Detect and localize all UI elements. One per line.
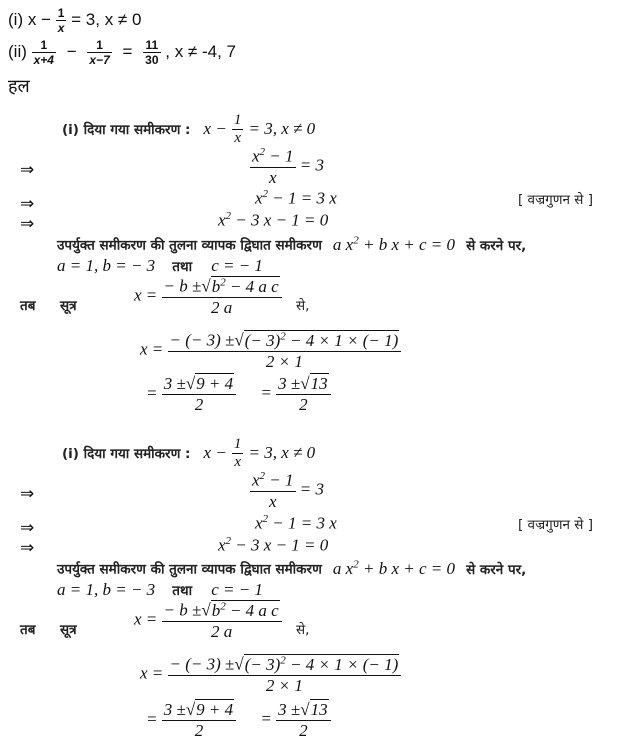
fraction-numerator: 1 <box>96 38 103 52</box>
fraction-denominator: 2 × 1 <box>265 675 303 695</box>
formula-fraction: $\frac{- b \pm√b^2 - 4 a c}{2 a}$ <box>162 600 282 642</box>
fraction-denominator: 2 <box>299 721 308 740</box>
solution-heading: हल <box>8 76 30 97</box>
sutra-word: सूत्र <box>60 298 77 314</box>
given-rhs: = 3, x ≠ 0 <box>248 443 316 462</box>
implies-arrow: ⇒ <box>20 194 35 214</box>
fraction-denominator: 2 <box>194 395 204 414</box>
quadratic-formula <box>134 600 282 642</box>
root-a: b <box>211 276 221 296</box>
given-lhs: x − <box>203 443 227 462</box>
formula-lhs: x = <box>134 285 158 305</box>
se-word: से, <box>296 622 310 638</box>
coef-c: c = − 1 <box>211 256 263 275</box>
coef-a-b: a = 1, b = − 3 <box>57 256 156 275</box>
substitution <box>140 654 401 696</box>
fraction-denominator: x <box>234 130 241 146</box>
given-label: (i) दिया गया समीकरण : <box>62 122 191 138</box>
step-2-rest: − 1 = 3 x <box>268 188 337 208</box>
fraction-numerator: 1 <box>233 112 242 128</box>
step-1-rhs: = 3 <box>299 479 325 499</box>
x-var: x <box>255 513 263 533</box>
root-a: (− 3) <box>244 330 281 350</box>
fraction-denominator: 2 a <box>211 297 233 317</box>
quadratic-formula <box>134 276 282 318</box>
result-fraction-2: $\frac{3 \pm√13}{2}$ <box>276 374 330 415</box>
coef-c: c = − 1 <box>211 580 263 599</box>
exponent: 2 <box>259 146 266 158</box>
fraction-numerator: 1 <box>233 436 242 452</box>
exponent: 2 <box>280 330 286 342</box>
root: 9 + 4 <box>196 374 234 393</box>
result-num-a: 3 ± <box>163 700 186 719</box>
implies-arrow: ⇒ <box>20 160 35 180</box>
problem-i-label: (i) x − <box>8 9 51 29</box>
fraction-numerator: 1 <box>57 6 65 20</box>
implies-arrow: ⇒ <box>20 484 35 504</box>
step-1 <box>250 470 324 512</box>
coefficients-line <box>57 256 263 276</box>
se-word: से, <box>296 298 310 314</box>
fraction-denominator: x+4 <box>33 53 54 67</box>
fraction-denominator: x <box>57 21 65 35</box>
sutra-word: सूत्र <box>60 622 77 638</box>
step-3-rest: − 3 x − 1 = 0 <box>231 535 329 555</box>
x-var: x <box>218 210 226 230</box>
problem-ii-fraction-1 <box>32 38 56 67</box>
sub-fraction: $\frac{- (- 3) \pm√(- 3)^2 - 4 \times 1 \times (- 1)}{2 \times 1}$ <box>168 654 402 696</box>
compare-text: उपर्युक्त समीकरण की तुलना व्यापक द्विघात समीकरण <box>57 561 322 578</box>
given-label: (i) दिया गया समीकरण : <box>62 446 191 462</box>
equals-sign: = <box>260 709 272 729</box>
result-num-a: 3 ± <box>278 700 301 719</box>
problem-ii-rest: , x ≠ -4, 7 <box>165 41 236 61</box>
exponent: 2 <box>353 234 359 246</box>
given-rhs: = 3, x ≠ 0 <box>248 119 316 138</box>
given-fraction <box>232 112 244 147</box>
x-var: x <box>252 470 260 490</box>
substitution <box>140 330 401 372</box>
tab-word: तब <box>20 622 36 638</box>
equals-sign: = <box>260 383 272 403</box>
sub-lhs: x = <box>140 663 164 683</box>
problem-ii-fraction-3 <box>143 38 160 67</box>
cross-multiply-note: [ वज्रगुणन से ] <box>518 517 593 533</box>
root-b: − 4 × 1 × (− 1) <box>285 330 399 350</box>
root-a: b <box>211 600 221 620</box>
x-var: x <box>255 188 263 208</box>
root-b: − 4 × 1 × (− 1) <box>285 654 399 674</box>
result-fraction-2: $\frac{3 \pm√13}{2}$ <box>276 700 330 741</box>
result-num-a: 3 ± <box>278 374 301 393</box>
formula-num-a: − b ± <box>163 276 202 296</box>
exponent: 2 <box>353 558 359 570</box>
root: 13 <box>310 374 328 393</box>
fraction-denominator: x <box>234 454 241 470</box>
sub-fraction: $\frac{- (- 3) \pm√(- 3)^2 - 4 \times 1 \times (- 1)}{2 \times 1}$ <box>168 330 402 372</box>
compare-line <box>57 558 526 579</box>
step-1-fraction <box>250 470 296 512</box>
problem-ii <box>8 38 236 67</box>
given-line <box>62 436 315 471</box>
step-2-rest: − 1 = 3 x <box>268 513 337 533</box>
result <box>146 700 331 741</box>
compare-tail: से करने पर, <box>466 561 527 578</box>
given-lhs: x − <box>203 119 227 138</box>
fraction-denominator: 2 <box>299 395 308 414</box>
equals-sign: = <box>122 41 133 61</box>
fraction-denominator: 30 <box>145 53 159 67</box>
formula-fraction: $\frac{- b \pm√b^2 - 4 a c}{2 a}$ <box>162 276 282 318</box>
compare-line <box>57 234 526 255</box>
sub-num-a: − (− 3) ± <box>169 654 235 674</box>
exponent: 2 <box>220 600 226 612</box>
exponent: 2 <box>280 654 286 666</box>
root-b: − 4 a c <box>225 600 279 620</box>
minus-sign: − <box>66 41 77 61</box>
fraction-denominator: x <box>268 167 277 187</box>
numerator-rest: − 1 <box>265 146 294 166</box>
step-1-fraction <box>250 146 296 188</box>
problem-ii-label: (ii) <box>8 41 27 61</box>
exponent: 2 <box>259 470 266 482</box>
root: 9 + 4 <box>196 700 234 719</box>
step-3-rest: − 3 x − 1 = 0 <box>231 210 329 230</box>
tab-word: तब <box>20 298 36 314</box>
x-var: x <box>252 146 260 166</box>
exponent: 2 <box>220 276 226 288</box>
given-line <box>62 112 315 147</box>
problem-i-fraction <box>56 6 67 35</box>
fraction-denominator: 2 × 1 <box>265 351 303 371</box>
compare-math: a x <box>332 558 354 578</box>
equals-sign: = <box>146 709 158 729</box>
exponent: 2 <box>262 513 269 525</box>
coef-a-b: a = 1, b = − 3 <box>57 580 156 599</box>
fraction-numerator: 1 <box>40 38 48 52</box>
compare-tail: से करने पर, <box>466 237 527 254</box>
root: 13 <box>310 700 328 719</box>
fraction-denominator: 2 <box>194 721 204 740</box>
fraction-numerator: 11 <box>145 38 159 52</box>
step-1 <box>250 146 324 188</box>
root-a: (− 3) <box>244 654 281 674</box>
given-fraction <box>232 436 244 471</box>
compare-text: उपर्युक्त समीकरण की तुलना व्यापक द्विघात समीकरण <box>57 237 322 254</box>
exponent: 2 <box>225 210 232 222</box>
compare-math-rest: + b x + c = 0 <box>358 558 455 578</box>
step-3 <box>218 210 328 231</box>
compare-math-rest: + b x + c = 0 <box>358 234 455 254</box>
compare-math: a x <box>332 234 354 254</box>
exponent: 2 <box>225 535 232 547</box>
step-3 <box>218 535 328 556</box>
tatha-word: तथा <box>172 583 193 599</box>
result-fraction-1: $\frac{3 \pm√9 + 4}{2}$ <box>162 700 236 741</box>
result-fraction-1: $\frac{3 \pm√9 + 4}{2}$ <box>162 374 236 415</box>
equals-sign: = <box>146 383 158 403</box>
exponent: 2 <box>262 188 269 200</box>
fraction-denominator: x−7 <box>89 53 110 67</box>
implies-arrow: ⇒ <box>20 214 35 234</box>
fraction-denominator: 2 a <box>211 621 233 641</box>
implies-arrow: ⇒ <box>20 518 35 538</box>
fraction-denominator: x <box>268 491 277 511</box>
result-num-a: 3 ± <box>163 374 186 393</box>
root-b: − 4 a c <box>225 276 279 296</box>
problem-i-rest: = 3, x ≠ 0 <box>71 9 142 29</box>
formula-lhs: x = <box>134 609 158 629</box>
x-var: x <box>218 535 226 555</box>
tatha-word: तथा <box>172 259 193 275</box>
step-1-rhs: = 3 <box>299 155 325 175</box>
result <box>146 374 331 415</box>
numerator-rest: − 1 <box>265 470 294 490</box>
step-2 <box>255 188 337 209</box>
cross-multiply-note: [ वज्रगुणन से ] <box>518 192 593 208</box>
coefficients-line <box>57 580 263 600</box>
sub-lhs: x = <box>140 339 164 359</box>
implies-arrow: ⇒ <box>20 538 35 558</box>
problem-i <box>8 6 141 35</box>
sub-num-a: − (− 3) ± <box>169 330 235 350</box>
problem-ii-fraction-2 <box>87 38 111 67</box>
step-2 <box>255 513 337 534</box>
formula-num-a: − b ± <box>163 600 202 620</box>
